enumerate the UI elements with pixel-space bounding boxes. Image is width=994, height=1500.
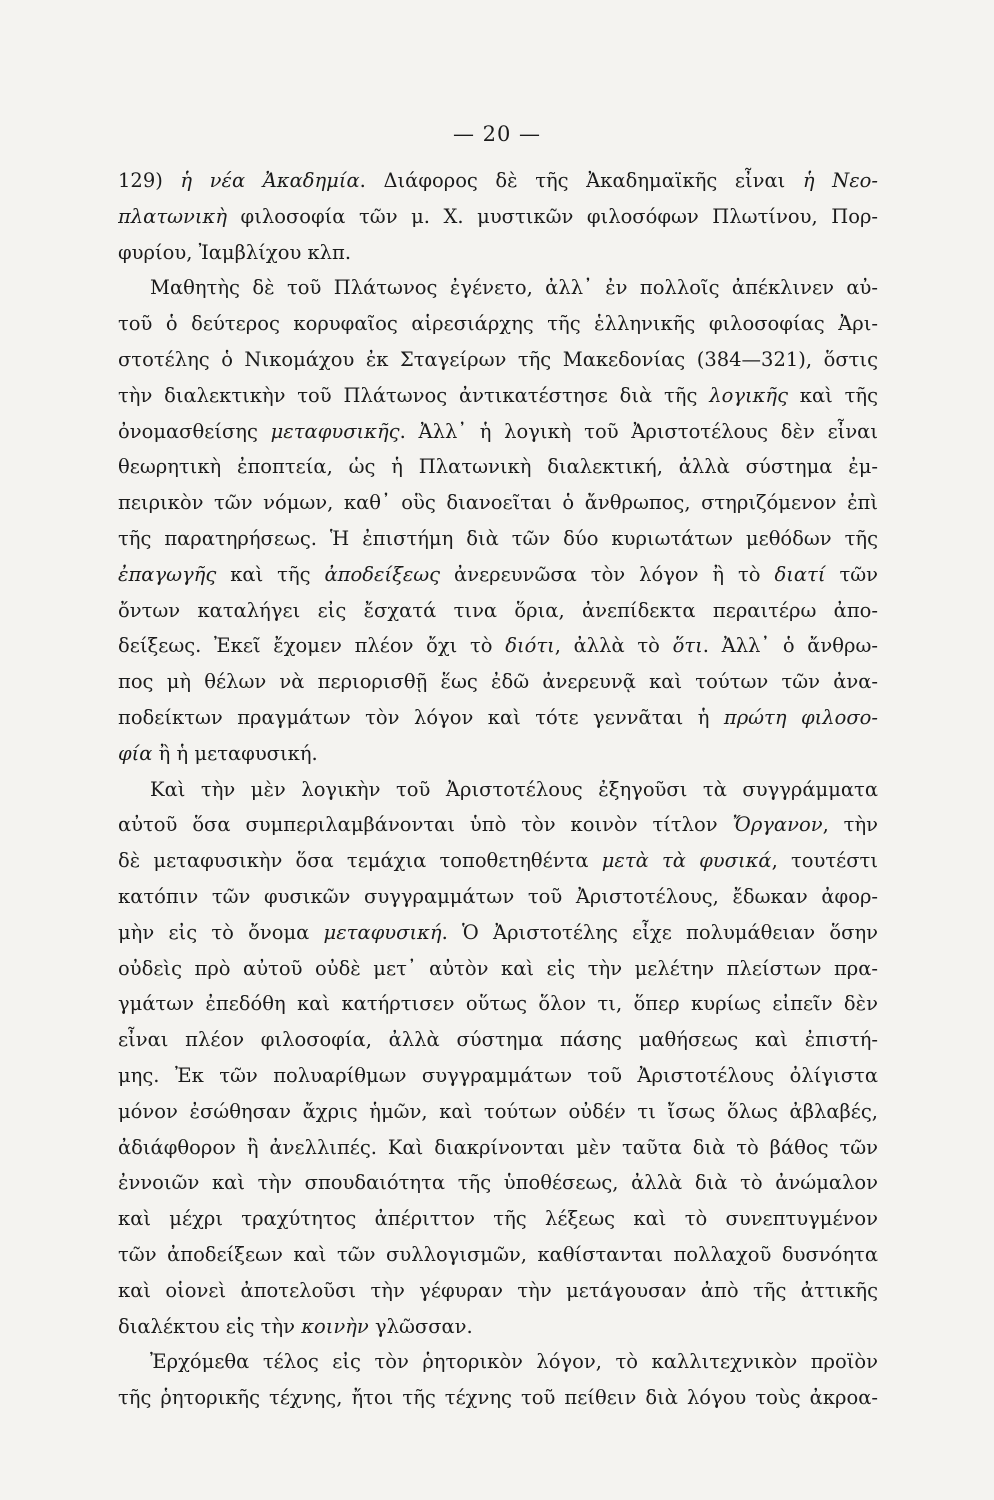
- text-segment: Μαθητὴς δὲ τοῦ Πλάτωνος ἐγένετο, ἀλλ᾽ ἐν πολλοῖς ἀπέκλινεν αὐ-: [150, 276, 878, 300]
- body-text: [118, 163, 878, 1416]
- text-segment: οὐδεὶς πρὸ αὐτοῦ οὐδὲ μετ᾽ αὐτὸν καὶ εἰς τὴν μελέτην πλείστων πρα-: [118, 956, 878, 980]
- text-line: [118, 986, 878, 1022]
- text-segment: δὲ μεταφυσικὴν ὅσα τεμάχια τοποθετηθέντα: [118, 849, 602, 873]
- text-line: [118, 449, 878, 485]
- text-segment: Ἐρχόμεθα τέλος εἰς τὸν ῥητορικὸν λόγον, τὸ καλλιτεχνικὸν προϊὸν: [150, 1350, 878, 1374]
- text-segment: θεωρητικὴ ἐποπτεία, ὡς ἡ Πλατωνικὴ διαλεκτική, ἀλλὰ σύστημα ἐμ-: [118, 455, 878, 479]
- text-segment: δείξεως. Ἐκεῖ ἔχομεν πλέον ὄχι τὸ: [118, 634, 506, 658]
- text-line: [118, 843, 878, 879]
- text-line: [118, 1309, 878, 1345]
- text-segment: ὀνομασθείσης: [118, 419, 271, 443]
- text-segment: Καὶ τὴν μὲν λογικὴν τοῦ Ἀριστοτέλους ἐξηγοῦσι τὰ συγγράμματα: [150, 777, 878, 801]
- text-segment: φυρίου, Ἰαμβλίχου κλπ.: [118, 240, 352, 264]
- text-segment: . Ἀλλ᾽ ὁ ἄνθρω-: [702, 634, 878, 658]
- text-segment: γμάτων ἐπεδόθη καὶ κατήρτισεν οὕτως ὅλον τι, ὅπερ κυρίως εἰπεῖν δὲν: [118, 992, 878, 1016]
- italic-text: λογικῆς: [709, 383, 789, 407]
- text-segment: κατόπιν τῶν φυσικῶν συγγραμμάτων τοῦ Ἀριστοτέλους, ἔδωκαν ἀφορ-: [118, 884, 878, 908]
- text-line: [118, 1273, 878, 1309]
- text-segment: ἢ ἡ μεταφυσική.: [152, 741, 318, 765]
- text-line: [118, 1058, 878, 1094]
- text-segment: στοτέλης ὁ Νικομάχου ἐκ Σταγείρων τῆς Μακεδονίας (384—321), ὅστις: [118, 347, 878, 371]
- italic-text: διότι: [505, 634, 555, 658]
- text-segment: . Διάφορος δὲ τῆς Ἀκαδημαϊκῆς εἶναι: [359, 169, 803, 192]
- text-segment: μόνον ἐσώθησαν ἄχρις ἡμῶν, καὶ τούτων οὐδέν τι ἴσως ὅλως ἀβλαβές,: [118, 1099, 878, 1123]
- text-segment: μὴν εἰς τὸ ὄνομα: [118, 920, 324, 944]
- text-segment: ἀνερευνῶσα τὸν λόγον ἢ τὸ: [440, 562, 775, 586]
- italic-text: μετὰ τὰ φυσικά: [601, 849, 772, 873]
- text-segment: διαλέκτου εἰς τὴν: [118, 1314, 302, 1338]
- text-line: [118, 378, 878, 414]
- text-line: [118, 1165, 878, 1201]
- text-line: [118, 1022, 878, 1058]
- text-segment: , ἀλλὰ τὸ: [554, 634, 673, 658]
- page-number: — 20 —: [452, 122, 542, 146]
- italic-text: πλατωνικὴ: [118, 204, 228, 228]
- italic-text: ἡ Νεο-: [802, 169, 878, 192]
- text-segment: 129): [118, 169, 181, 192]
- text-segment: τοῦ ὁ δεύτερος κορυφαῖος αἱρεσιάρχης τῆς ἑλληνικῆς φιλοσοφίας Ἀρι-: [118, 312, 878, 336]
- text-segment: τῶν: [825, 562, 878, 586]
- text-segment: πειρικὸν τῶν νόμων, καθ᾽ οὓς διανοεῖται ὁ ἄνθρωπος, στηριζόμενον ἐπὶ: [118, 491, 878, 515]
- text-line: [118, 807, 878, 843]
- italic-text: Ὄργανον: [732, 813, 823, 837]
- text-line: [118, 736, 878, 772]
- italic-text: ἐπαγωγῆς: [118, 562, 217, 586]
- text-segment: γλῶσσαν.: [368, 1314, 473, 1338]
- italic-text: φία: [118, 741, 153, 765]
- text-line: [118, 879, 878, 915]
- italic-text: ὅτι: [672, 634, 703, 658]
- text-line: [118, 199, 878, 235]
- text-segment: τῆς παρατηρήσεως. Ἡ ἐπιστήμη διὰ τῶν δύο κυριωτάτων μεθόδων τῆς: [118, 526, 878, 550]
- text-line: [118, 772, 878, 808]
- italic-text: μεταφυσικῆς: [270, 419, 400, 443]
- text-line: [118, 235, 878, 271]
- italic-text: ἀποδείξεως: [324, 562, 441, 586]
- italic-text: διατί: [774, 562, 826, 586]
- italic-text: μεταφυσική: [323, 920, 442, 944]
- text-line: [118, 1380, 878, 1416]
- text-segment: τὴν διαλεκτικὴν τοῦ Πλάτωνος ἀντικατέστησε διὰ τῆς: [118, 383, 710, 407]
- text-segment: καὶ οἱονεὶ ἀποτελοῦσι τὴν γέφυραν τὴν μετάγουσαν ἀπὸ τῆς ἀττικῆς: [118, 1278, 878, 1302]
- text-segment: εἶναι πλέον φιλοσοφία, ἀλλὰ σύστημα πάσης μαθήσεως καὶ ἐπιστή-: [118, 1028, 878, 1052]
- text-line: [118, 915, 878, 951]
- text-segment: ἐννοιῶν καὶ τὴν σπουδαιότητα τῆς ὑποθέσεως, ἀλλὰ διὰ τὸ ἀνώμαλον: [118, 1171, 878, 1195]
- text-segment: καὶ τῆς: [788, 383, 878, 407]
- text-line: [118, 1130, 878, 1166]
- italic-text: κοινὴν: [301, 1314, 369, 1338]
- text-line: [118, 306, 878, 342]
- text-segment: , τὴν: [822, 813, 878, 837]
- text-segment: . Ἀλλ᾽ ἡ λογικὴ τοῦ Ἀριστοτέλους δὲν εἶναι: [399, 419, 878, 443]
- text-segment: τῶν ἀποδείξεων καὶ τῶν συλλογισμῶν, καθίστανται πολλαχοῦ δυσνόητα: [118, 1242, 878, 1266]
- text-segment: , τουτέστι: [771, 849, 878, 873]
- text-segment: φιλοσοφία τῶν μ. Χ. μυστικῶν φιλοσόφων Πλωτίνου, Πορ-: [227, 204, 878, 228]
- text-line: [118, 1201, 878, 1237]
- text-line: [118, 270, 878, 306]
- text-line: [118, 1094, 878, 1130]
- text-line: [118, 1344, 878, 1380]
- text-segment: καὶ μέχρι τραχύτητος ἀπέριττον τῆς λέξεως καὶ τὸ συνεπτυγμένον: [118, 1207, 878, 1231]
- text-line: [118, 163, 878, 199]
- text-line: [118, 342, 878, 378]
- text-line: [118, 664, 878, 700]
- text-segment: καὶ τῆς: [216, 562, 325, 586]
- italic-text: ἡ νέα Ἀκαδημία: [180, 169, 360, 192]
- text-segment: αὐτοῦ ὅσα συμπεριλαμβάνονται ὑπὸ τὸν κοινὸν τίτλον: [118, 813, 733, 837]
- text-segment: ποδείκτων πραγμάτων τὸν λόγον καὶ τότε γεννᾶται ἡ: [118, 705, 724, 729]
- text-line: [118, 485, 878, 521]
- text-line: [118, 700, 878, 736]
- text-line: [118, 628, 878, 664]
- text-line: [118, 593, 878, 629]
- text-segment: ὄντων καταλήγει εἰς ἔσχατά τινα ὅρια, ἀνεπίδεκτα περαιτέρω ἀπο-: [118, 598, 878, 622]
- italic-text: πρώτη φιλοσο-: [723, 705, 878, 729]
- text-line: [118, 414, 878, 450]
- text-line: [118, 557, 878, 593]
- text-segment: τῆς ῥητορικῆς τέχνης, ἤτοι τῆς τέχνης τοῦ πείθειν διὰ λόγου τοὺς ἀκροα-: [118, 1386, 878, 1410]
- text-line: [118, 951, 878, 987]
- text-line: [118, 521, 878, 557]
- text-segment: ἀδιάφθορον ἢ ἀνελλιπές. Καὶ διακρίνονται μὲν ταῦτα διὰ τὸ βάθος τῶν: [118, 1135, 878, 1159]
- text-segment: . Ὁ Ἀριστοτέλης εἶχε πολυμάθειαν ὅσην: [441, 920, 878, 944]
- text-line: [118, 1237, 878, 1273]
- text-segment: πος μὴ θέλων νὰ περιορισθῇ ἕως ἐδῶ ἀνερευνᾷ καὶ τούτων τῶν ἀνα-: [118, 670, 878, 694]
- text-segment: μης. Ἐκ τῶν πολυαρίθμων συγγραμμάτων τοῦ Ἀριστοτέλους ὀλίγιστα: [118, 1063, 878, 1087]
